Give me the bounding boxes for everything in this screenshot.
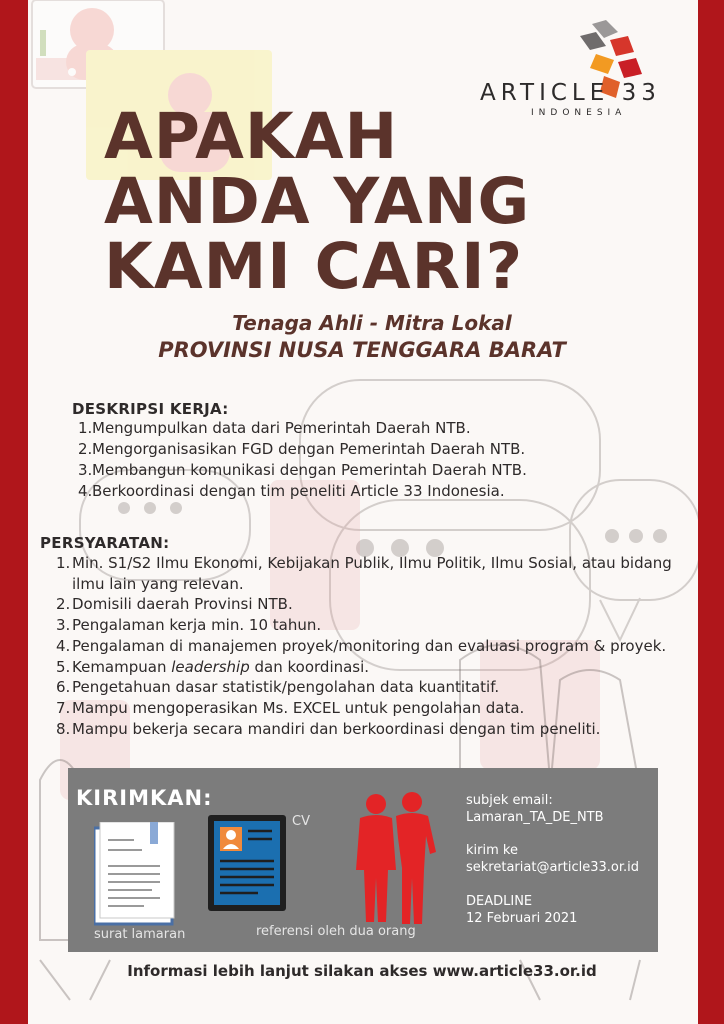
position-subtitle xyxy=(0,310,724,364)
headline-line: ANDA YANG xyxy=(104,165,531,238)
item-number: 2. xyxy=(56,595,71,614)
item-number: 8. xyxy=(56,719,71,738)
people-icon xyxy=(350,790,446,926)
item-text: Mampu bekerja secara mandiri dan berkoordinasi dengan tim peneliti. xyxy=(72,719,601,738)
requirements-heading: PERSYARATAN: xyxy=(40,534,170,552)
item-number: 1. xyxy=(78,419,93,437)
document-icon xyxy=(94,822,178,926)
footer-info-link[interactable]: Informasi lebih lanjut silakan akses www.article33.or.id xyxy=(127,962,597,980)
item-number: 4. xyxy=(78,482,93,500)
left-red-border xyxy=(0,0,28,1024)
list-item xyxy=(56,677,686,698)
item-text: Mengumpulkan data dari Pemerintah Daerah NTB. xyxy=(92,419,471,437)
item-number: 3. xyxy=(56,616,71,635)
email-subject-label: subjek email: xyxy=(466,793,553,808)
logo-wordmark: ARTICLE 33 xyxy=(480,80,661,106)
province-title: PROVINSI NUSA TENGGARA BARAT xyxy=(158,338,566,362)
requirements-list xyxy=(56,553,686,739)
position-title: Tenaga Ahli - Mitra Lokal xyxy=(232,311,512,335)
cv-caption: CV xyxy=(292,814,310,829)
email-address-link[interactable]: sekretariat@article33.or.id xyxy=(466,860,639,875)
list-item xyxy=(56,719,686,740)
letter-caption: surat lamaran xyxy=(94,927,186,942)
deadline-label: DEADLINE xyxy=(466,894,533,909)
list-item xyxy=(56,615,686,636)
item-text: Domisili daerah Provinsi NTB. xyxy=(72,595,293,614)
deadline-value: 12 Februari 2021 xyxy=(466,911,578,926)
job-description-list xyxy=(78,418,638,502)
headline xyxy=(104,100,574,303)
item-number: 1. xyxy=(56,554,71,572)
list-item xyxy=(56,636,686,657)
logo-subtitle: INDONESIA xyxy=(531,108,627,118)
item-number: 6. xyxy=(56,678,71,697)
list-item xyxy=(78,439,638,460)
item-number: 5. xyxy=(56,657,71,676)
item-text: Pengetahuan dasar statistik/pengolahan data kuantitatif. xyxy=(72,678,500,697)
references-caption: referensi oleh dua orang xyxy=(256,924,416,939)
list-item xyxy=(78,460,638,481)
list-item xyxy=(56,657,686,678)
send-heading: KIRIMKAN: xyxy=(76,786,213,810)
cv-icon xyxy=(208,815,286,911)
item-text: Pengalaman di manajemen proyek/monitoring dan evaluasi program & proyek. xyxy=(72,636,667,655)
email-subject-value: Lamaran_TA_DE_NTB xyxy=(466,810,604,825)
item-number: 4. xyxy=(56,636,71,655)
headline-line: APAKAH xyxy=(104,100,399,173)
item-text: Min. S1/S2 Ilmu Ekonomi, Kebijakan Publik, Ilmu Politik, Ilmu Sosial, atau bidang ilmu lain yang relevan. xyxy=(72,554,672,593)
list-item xyxy=(56,553,686,594)
headline-line: KAMI CARI? xyxy=(104,230,524,303)
item-text: Pengalaman kerja min. 10 tahun. xyxy=(72,616,322,635)
item-text: Berkoordinasi dengan tim peneliti Article 33 Indonesia. xyxy=(92,482,505,500)
job-description-heading: DESKRIPSI KERJA: xyxy=(72,400,229,418)
item-number: 7. xyxy=(56,698,71,717)
item-number: 3. xyxy=(78,461,93,479)
list-item xyxy=(78,481,638,502)
item-text-after: dan koordinasi. xyxy=(249,657,370,676)
item-number: 2. xyxy=(78,440,93,458)
list-item xyxy=(56,698,686,719)
item-text: Mengorganisasikan FGD dengan Pemerintah Daerah NTB. xyxy=(92,440,526,458)
list-item xyxy=(56,594,686,615)
item-text-before: Kemampuan xyxy=(72,657,172,676)
item-text: Mampu mengoperasikan Ms. EXCEL untuk pengolahan data. xyxy=(72,698,525,717)
list-item xyxy=(78,418,638,439)
item-text: Membangun komunikasi dengan Pemerintah Daerah NTB. xyxy=(92,461,527,479)
item-text-italic: leadership xyxy=(171,657,250,676)
send-to-label: kirim ke xyxy=(466,843,518,858)
right-red-border xyxy=(698,0,724,1024)
